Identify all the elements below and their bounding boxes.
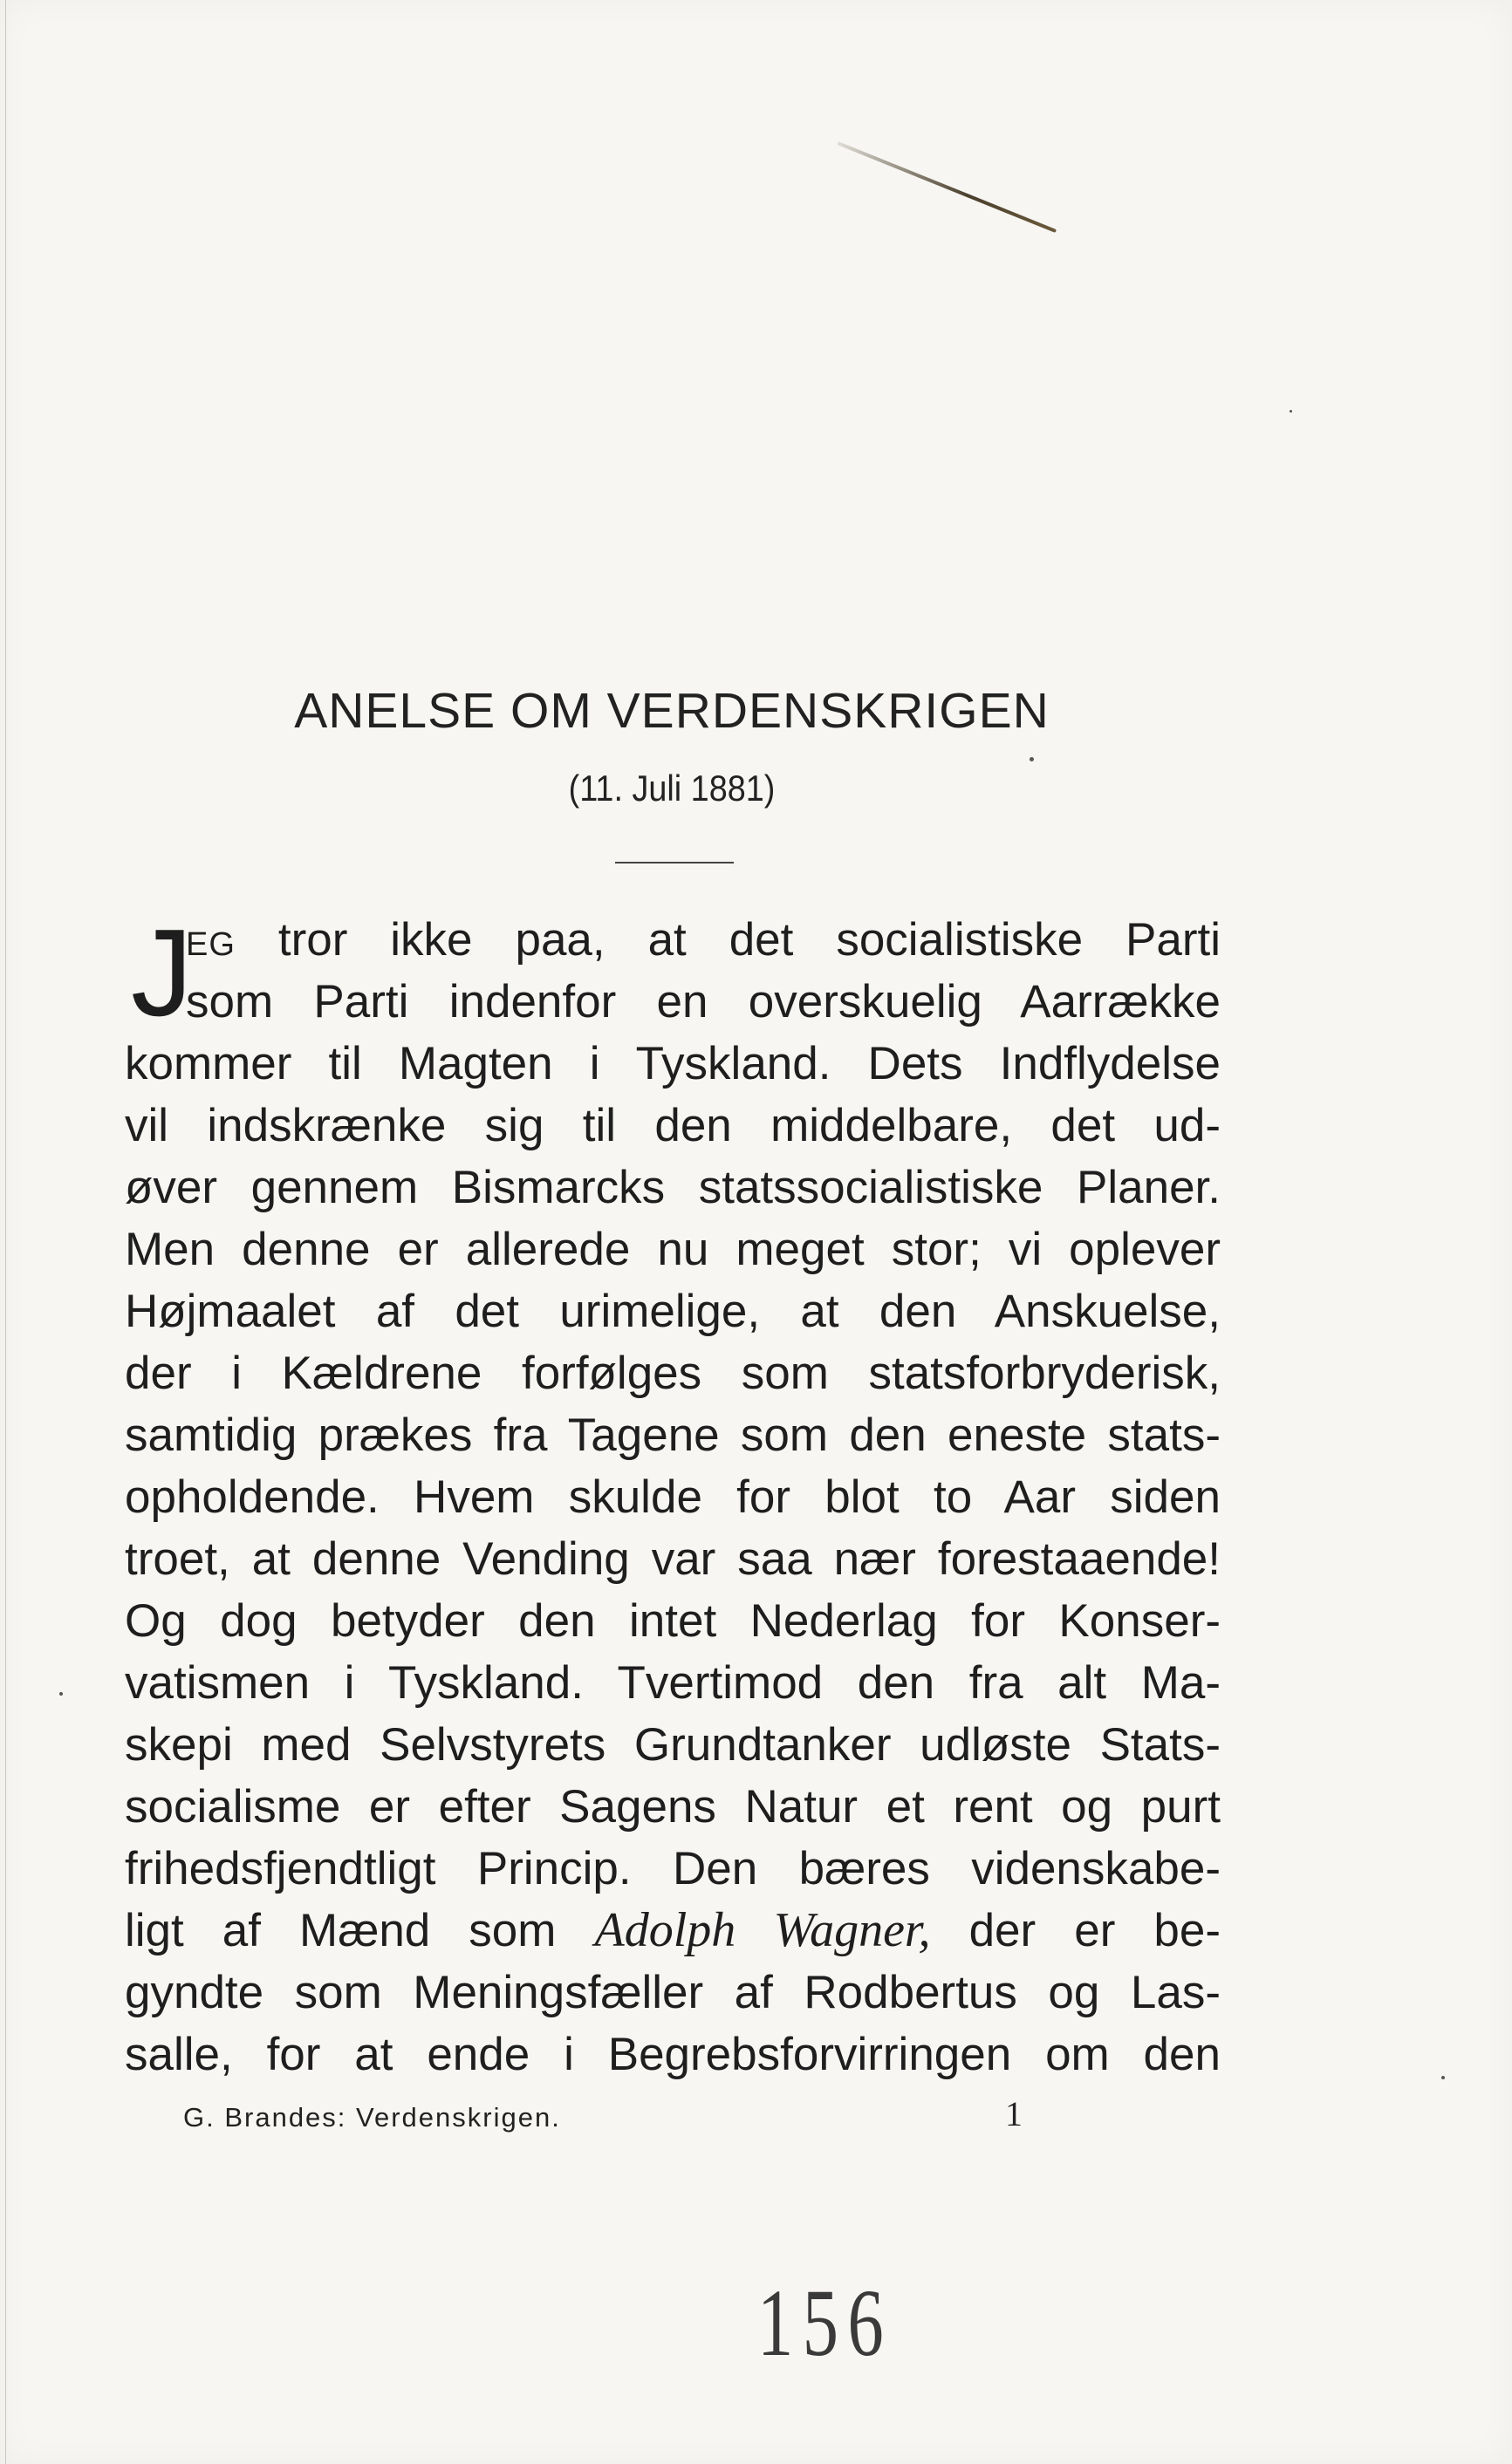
ink-speck xyxy=(1030,757,1034,761)
chapter-date: (11. Juli 1881) xyxy=(568,768,776,809)
text-line: gyndte som Meningsfæller af Rodbertus og Las- xyxy=(125,1967,1221,2018)
text-line: øver gennem Bismarcks statssocialistiske Planer. xyxy=(125,1162,1221,1213)
text-line: der i Kældrene forfølges som statsforbryderisk, xyxy=(125,1348,1221,1399)
text-line: vil indskrænke sig til den middelbare, det ud- xyxy=(125,1100,1221,1151)
text-line: skepi med Selvstyrets Grundtanker udløste Stats- xyxy=(125,1719,1221,1771)
person-name-italic: Adolph Wagner, xyxy=(594,1903,931,1957)
stamped-number: 156 xyxy=(757,2269,893,2376)
text-line: Højmaalet af det urimelige, at den Anskuelse, xyxy=(125,1286,1221,1337)
title-rule xyxy=(615,862,734,863)
page-edge-line xyxy=(5,0,6,2464)
text-line: socialisme er efter Sagens Natur et rent og purt xyxy=(125,1781,1221,1833)
text-line: som Parti indenfor en overskuelig Aarrække xyxy=(186,976,1221,1027)
text-line: EG tror ikke paa, at det socialistiske Parti xyxy=(186,914,1221,966)
text-line: Og dog betyder den intet Nederlag for Konser- xyxy=(125,1595,1221,1647)
ink-speck xyxy=(1441,2076,1445,2079)
text-line: vatismen i Tyskland. Tvertimod den fra alt Ma- xyxy=(125,1657,1221,1709)
text-line: Men denne er allerede nu meget stor; vi oplever xyxy=(125,1224,1221,1275)
ink-speck xyxy=(59,1692,63,1696)
text-line: kommer til Magten i Tyskland. Dets Indflydelse xyxy=(125,1038,1221,1089)
text-line: frihedsfjendtligt Princip. Den bæres videnskabe- xyxy=(125,1843,1221,1894)
drop-cap: J xyxy=(131,904,193,1042)
text-line: salle, for at ende i Begrebsforvirringen om den xyxy=(125,2029,1221,2080)
body-text xyxy=(125,904,1221,2085)
text-line-with-name: ligt af Mænd som Adolph Wagner, der er be- xyxy=(125,1903,1221,1957)
pencil-mark xyxy=(837,141,1057,233)
text-line: opholdende. Hvem skulde for blot to Aar siden xyxy=(125,1471,1221,1523)
text-line: samtidig prækes fra Tagene som den eneste stats- xyxy=(125,1409,1221,1461)
ink-speck xyxy=(1290,410,1292,413)
footer-page-number: 1 xyxy=(1005,2094,1023,2133)
text-line: troet, at denne Vending var saa nær forestaaende! xyxy=(125,1533,1221,1585)
first-word-smallcaps: EG xyxy=(186,926,236,963)
footer-signature: G. Brandes: Verdenskrigen. xyxy=(183,2102,561,2133)
chapter-title: ANELSE OM VERDENSKRIGEN xyxy=(294,683,1050,739)
